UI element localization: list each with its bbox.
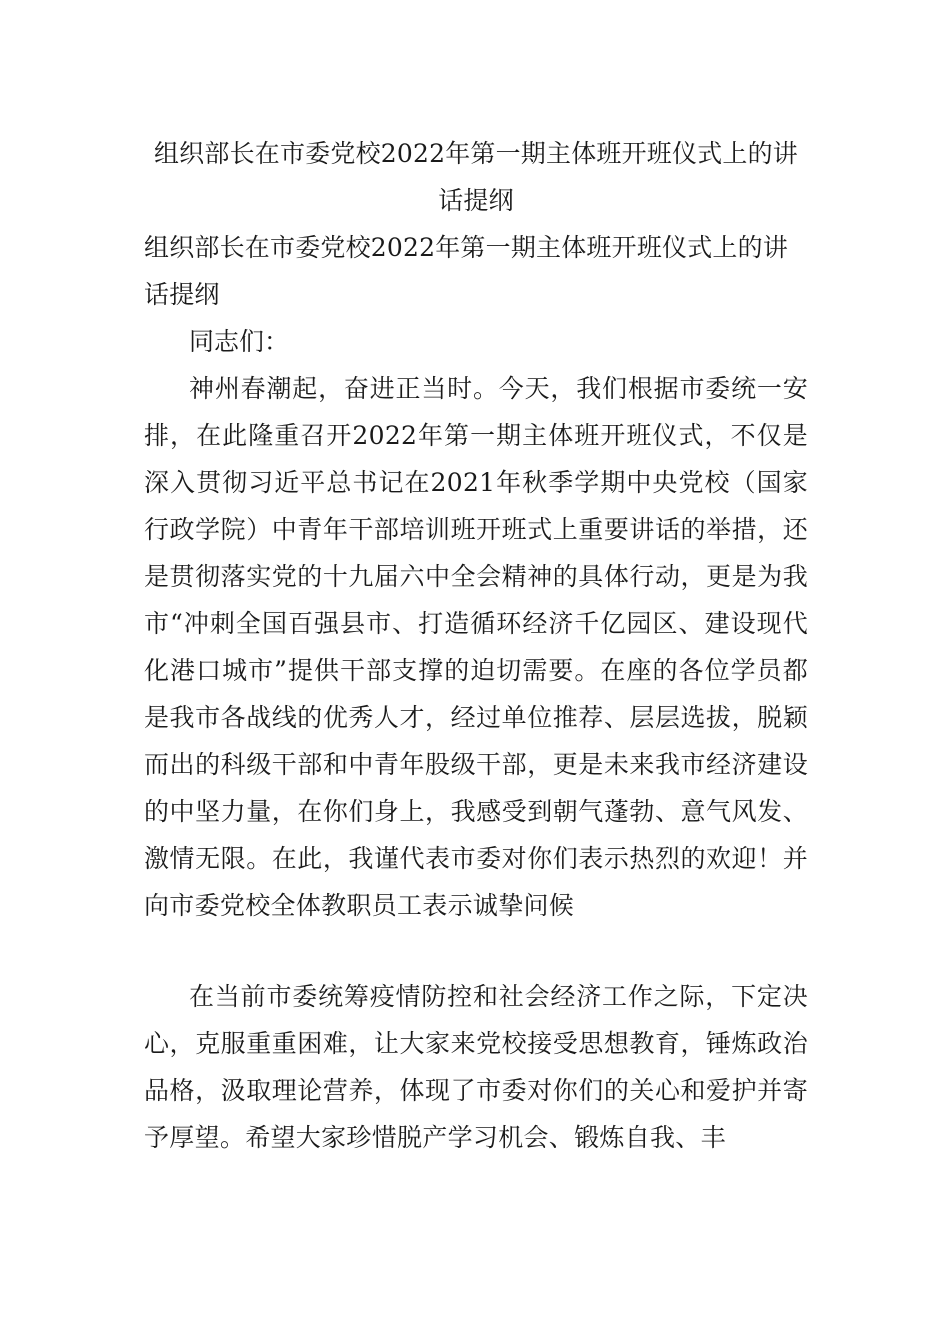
paragraph-spacer — [144, 929, 808, 973]
document-body — [144, 130, 808, 1161]
paragraph-2: 在当前市委统筹疫情防控和社会经济工作之际，下定决心，克服重重困难，让大家来党校接受思想教育，锤炼政治品格，汲取理论营养，体现了市委对你们的关心和爱护并寄予厚望。希望大家珍惜脱产学习机会、锻炼自我、丰 — [144, 982, 808, 1152]
greeting: 同志们： — [189, 327, 290, 356]
document-title: 组织部长在市委党校2022年第一期主体班开班仪式上的讲话提纲 — [153, 139, 799, 215]
paragraph-1: 神州春潮起，奋进正当时。今天，我们根据市委统一安排，在此隆重召开2022年第一期主体班开班仪式，不仅是深入贯彻习近平总书记在2021年秋季学期中央党校（国家行政学院）中青年干部培训班开班式上重要讲话的举措，还是贯彻落实党的十九届六中全会精神的具体行动，更是为我市“冲刺全国百强县市、打造循环经济千亿园区、建设现代化港口城市”提供干部支撑的迫切需要。在座的各位学员都是我市各战线的优秀人才，经过单位推荐、层层选拔，脱颖而出的科级干部和中青年股级干部，更是未来我市经济建设的中坚力量，在你们身上，我感受到朝气蓬勃、意气风发、激情无限。在此，我谨代表市委对你们表示热烈的欢迎！并向市委党校全体教职员工表示诚挚问候 — [144, 374, 808, 920]
document-subtitle: 组织部长在市委党校2022年第一期主体班开班仪式上的讲话提纲 — [144, 233, 789, 309]
